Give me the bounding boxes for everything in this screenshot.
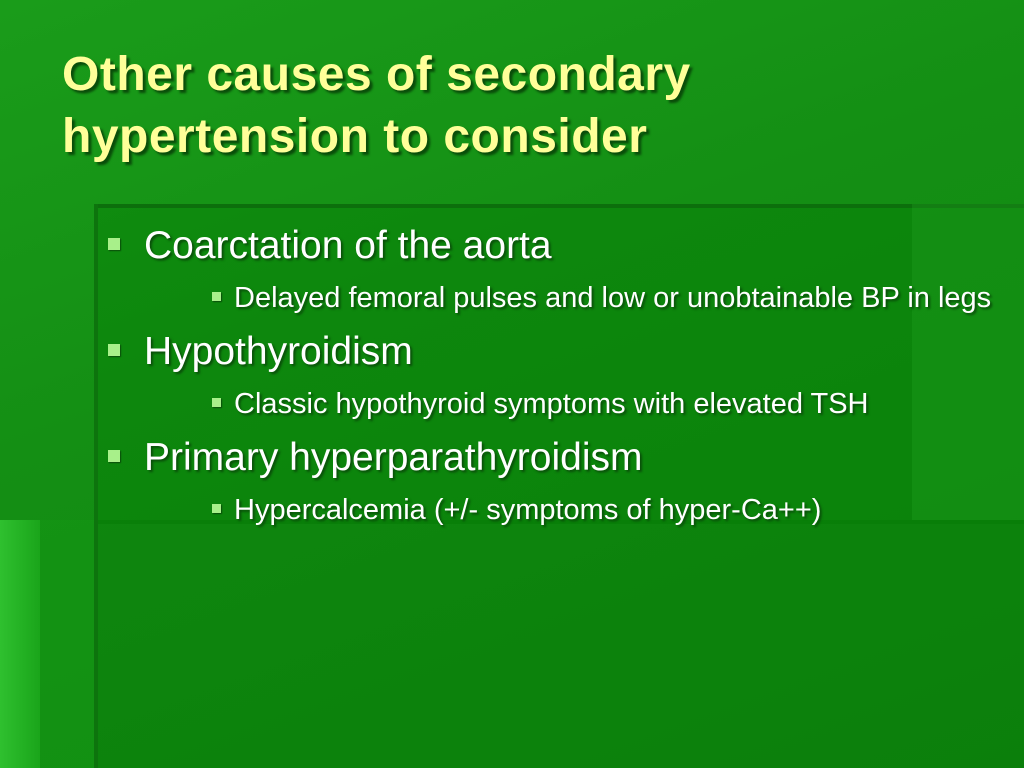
sub-bullet-item: [210, 490, 994, 530]
background-left-strip: [0, 520, 40, 768]
background-panel-bottom: [98, 520, 1024, 768]
sub-bullet-text: Classic hypothyroid symptoms with elevated TSH: [234, 388, 869, 420]
sub-bullet-text: Hypercalcemia (+/- symptoms of hyper-Ca++): [234, 494, 822, 526]
square-bullet-icon: [212, 292, 221, 301]
bullet-list: [106, 222, 1006, 540]
sub-bullet-item: [210, 278, 994, 318]
bullet-item: [106, 434, 1006, 482]
square-bullet-icon: [108, 238, 120, 250]
bullet-text: Primary hyperparathyroidism: [144, 436, 643, 479]
bullet-item: [106, 222, 1006, 270]
background-divider-line: [94, 204, 98, 768]
square-bullet-icon: [212, 398, 221, 407]
bullet-text: Hypothyroidism: [144, 330, 413, 373]
sub-bullet-item: [210, 384, 994, 424]
square-bullet-icon: [108, 344, 120, 356]
bullet-text: Coarctation of the aorta: [144, 224, 552, 267]
background-left-inner: [40, 520, 96, 768]
square-bullet-icon: [108, 450, 120, 462]
sub-bullet-text: Delayed femoral pulses and low or unobtainable BP in legs: [234, 282, 992, 314]
bullet-item: [106, 328, 1006, 376]
square-bullet-icon: [212, 504, 221, 513]
slide-title: Other causes of secondary hypertension to consider: [62, 48, 691, 163]
